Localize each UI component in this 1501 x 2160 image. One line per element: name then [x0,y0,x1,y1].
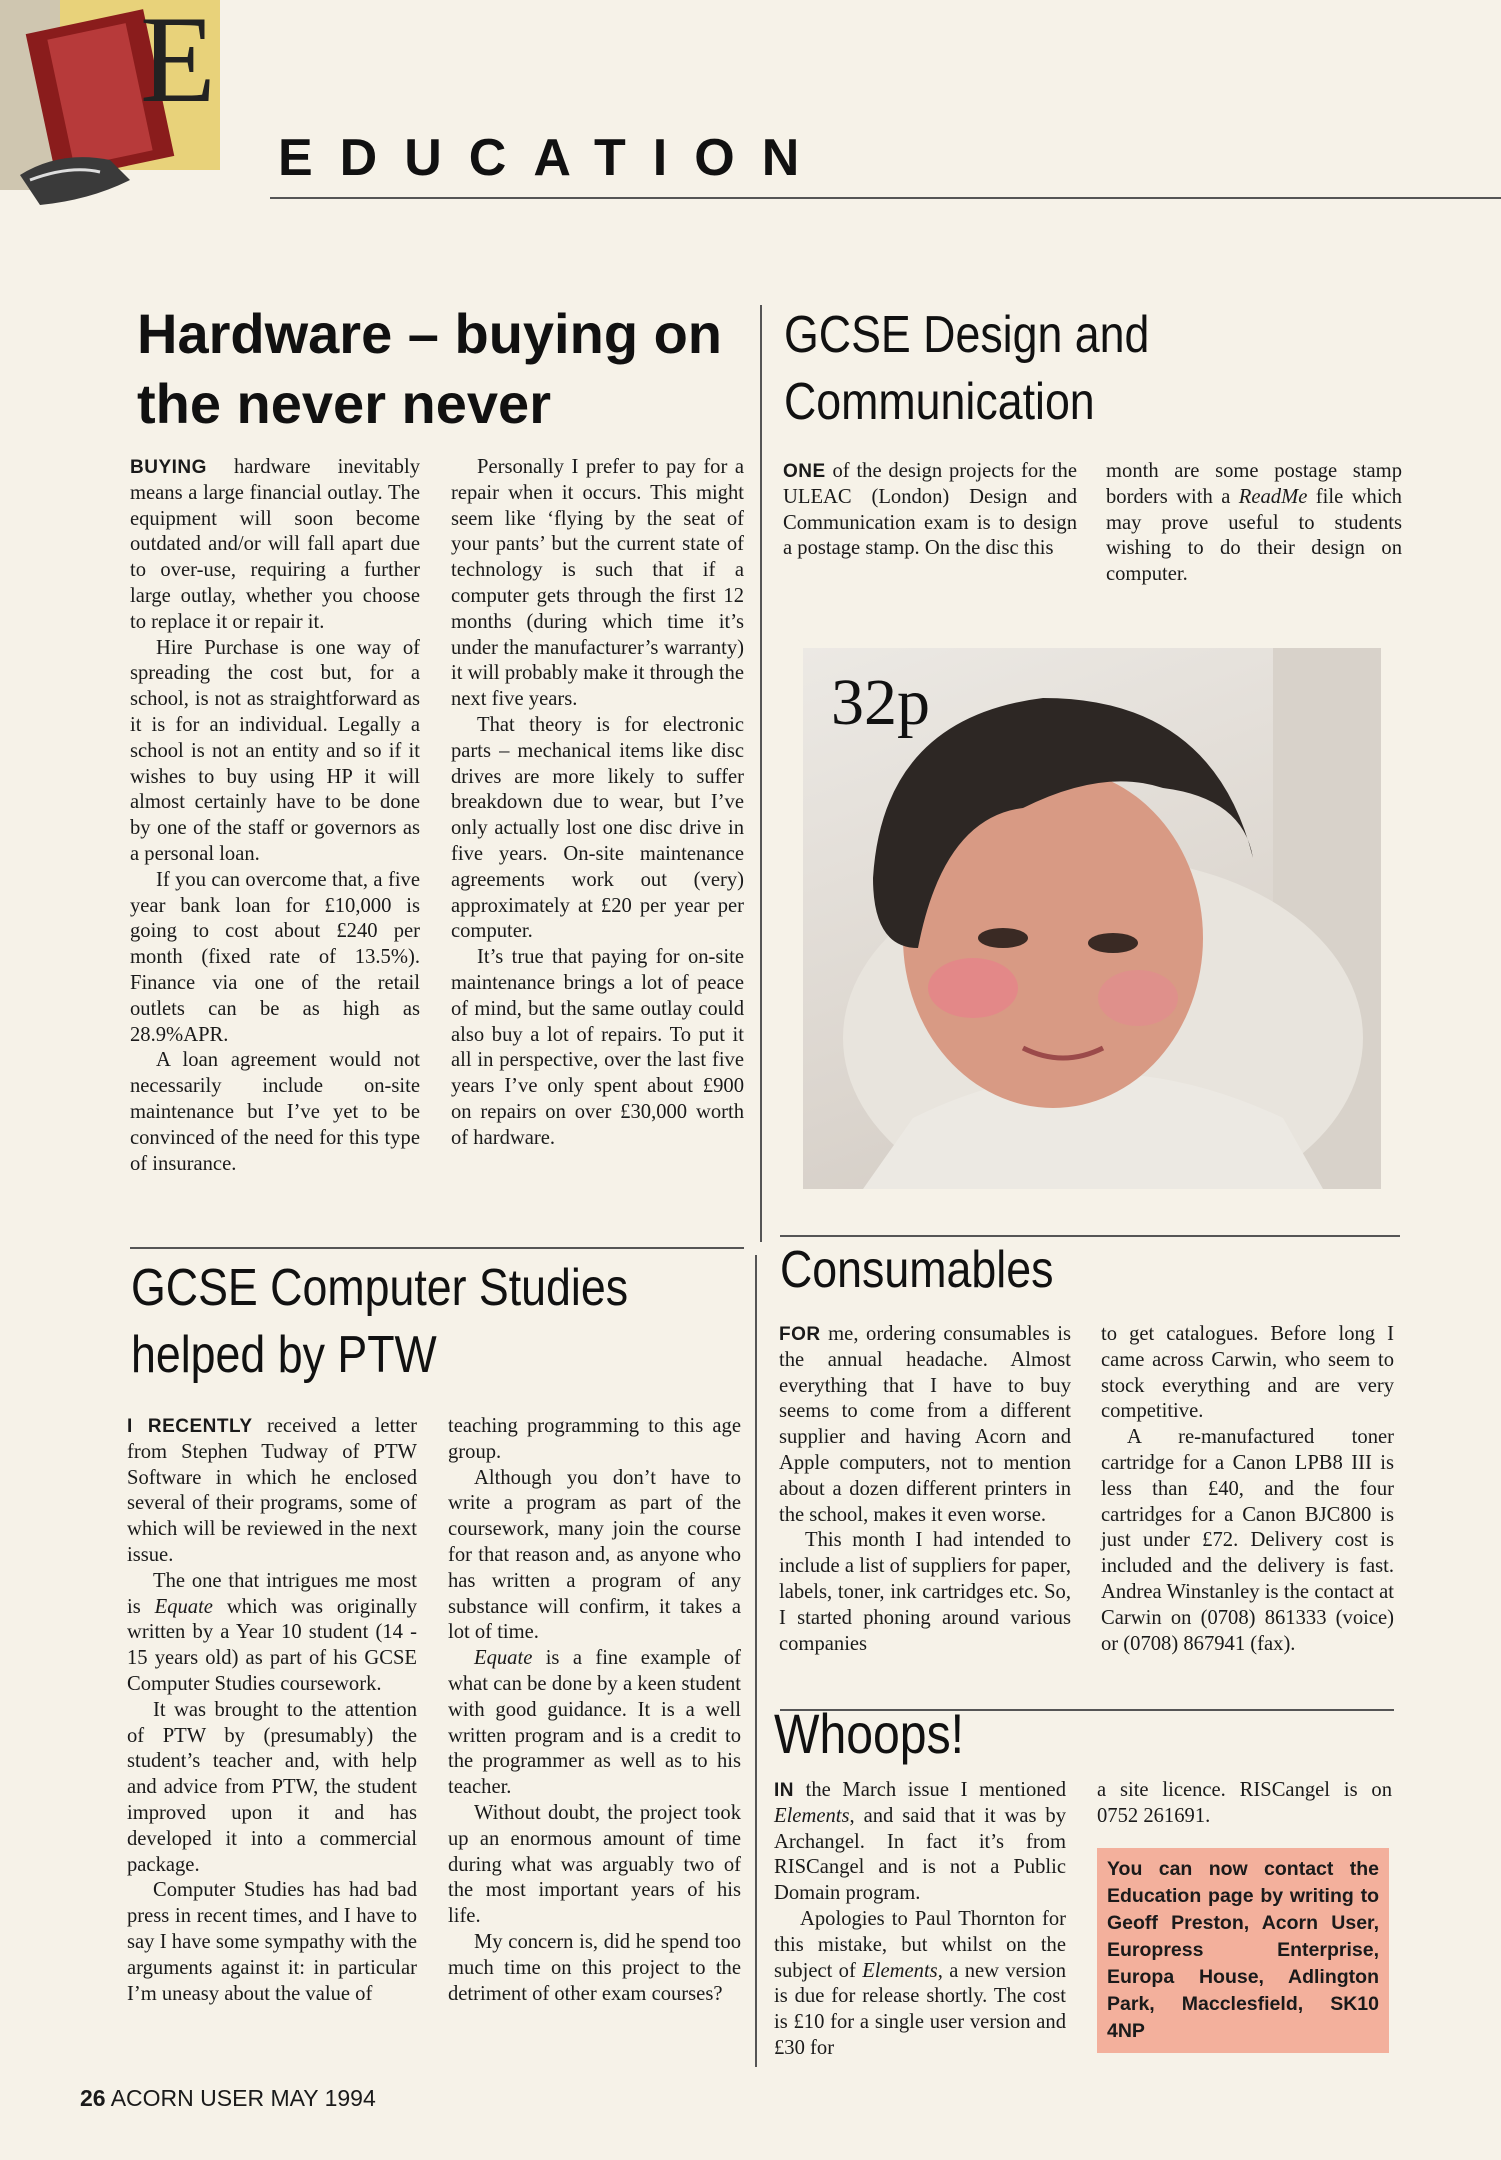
consumables-paragraph: FOR me, ordering consumables is the annual headache. Almost everything that I have to buy seems to come from a different supplier and having Acorn and Apple computers, not to mention about a dozen different printers in the school, makes it even worse. [779,1323,1071,1526]
studies-paragraph: Computer Studies has had bad press in recent times, and I have to say I have some sympathy with the arguments against it: in particular I’m uneasy about the value of [127,1879,417,2005]
whoops-paragraph: IN the March issue I mentioned Elements, and said that it was by Archangel. In fact it’s from RISCangel and is not a Public Domain program. [774,1779,1066,1905]
studies-paragraph: The one that intrigues me most is Equate which was originally written by a Year 10 student (14 - 15 years old) as part of his GCSE Computer Studies coursework. [127,1569,417,1695]
studies-paragraph: teaching programming to this age group. [448,1415,741,1463]
section-title: EDUCATION [278,129,827,187]
hardware-column-2 [451,455,744,1152]
design-column-2 [1106,459,1402,588]
studies-paragraph: Equate is a fine example of what can be done by a keen student with good guidance. It is a well written program and is a credit to the programmer as well as to his teacher. [448,1647,741,1799]
studies-paragraph: Although you don’t have to write a program as part of the coursework, many join the course for that reason and, as anyone who has written a program of any substance will confirm, it takes a lot of time. [448,1466,741,1644]
hardware-paragraph: Hire Purchase is one way of spreading the cost but, for a school, is not as straightforward as it is for an individual. Legally a school is not an entity and so if it wishes to buy using HP it will almost certainly have to be done by one of the staff or governors as a personal loan. [130,636,420,865]
hardware-paragraph: If you can overcome that, a five year bank loan for £10,000 is going to cost about £240 per month (fixed rate of 13.5%). Finance via one of the retail outlets can be as high as 28.9%APR. [130,868,420,1046]
hardware-paragraph: That theory is for electronic parts – mechanical items like disc drives are more likely to suffer breakdown due to wear, but I’ve only actually lost one disc drive in five years. On-site maintenance agreements work out (very) approximately at £20 per year per computer. [451,713,744,943]
stamp-photo [803,648,1381,1189]
consumables-paragraph: to get catalogues. Before long I came across Carwin, who seem to stock everything and are very competitive. [1101,1323,1394,1423]
section-title-rule [270,197,1501,199]
hardware-paragraph: BUYING hardware inevitably means a large financial outlay. The equipment will soon become outdated and/or will fall apart due to over-use, requiring a further large outlay, whether you choose to replace it or repair it. [130,456,420,633]
section-logo [0,0,225,225]
studies-paragraph: It was brought to the attention of PTW by (presumably) the student’s teacher and, with help and advice from PTW, the student improved upon it and has developed it into a commercial package. [127,1698,417,1876]
hardware-paragraph: A loan agreement would not necessarily include on-site maintenance but I’ve yet to be convinced of the need for this type of insurance. [130,1049,420,1175]
hardware-paragraph: It’s true that paying for on-site maintenance brings a lot of peace of mind, but the same outlay could also buy a lot of repairs. To put it all in perspective, over the last five years I’ve only spent about £900 on repairs on over £30,000 worth of hardware. [451,946,744,1149]
column-divider-top [760,305,762,1242]
studies-column-2 [448,1414,741,2007]
publication-name: ACORN USER MAY 1994 [110,2085,376,2111]
contact-box: You can now contact the Education page by writing to Geoff Preston, Acorn User, Europress Enterprise, Europa House, Adlington Park, Macclesfield, SK10 4NP [1097,1848,1389,2053]
studies-paragraph: Without doubt, the project took up an enormous amount of time during what was arguably two of the most important years of his life. [448,1801,741,1928]
design-paragraph: ONE of the design projects for the ULEAC (London) Design and Communication exam is to design a postage stamp. On the disc this [783,460,1077,560]
whoops-paragraph: a site licence. RISCangel is on 0752 261691. [1097,1779,1392,1827]
whoops-column-1 [774,1778,1066,2062]
hardware-column-1 [130,455,420,1177]
consumables-paragraph: A re-manufactured toner cartridge for a Canon LPB8 III is less than £40, and the four cartridges for a Canon BJC800 is just under £72. Delivery cost is included and the delivery is fast. Andrea Winstanley is the contact at Carwin on (0708) 861333 (voice) or (0708) 867941 (fax). [1101,1426,1394,1655]
whoops-paragraph: Apologies to Paul Thornton for this mistake, but whilst on the subject of Elements, a new version is due for release shortly. The cost is £10 for a single user version and £30 for [774,1907,1066,2059]
studies-column-1 [127,1414,417,2007]
drop-letter: E [140,0,216,128]
design-title-line1: GCSE Design and [784,306,1150,364]
hardware-bottom-rule [130,1247,744,1249]
column-divider-bottom [755,1255,757,2067]
studies-title-line1: GCSE Computer Studies [131,1259,629,1317]
stamp-value: 32p [831,666,930,739]
design-paragraph: month are some postage stamp borders with a ReadMe file which may prove useful to students wishing to do their design on computer. [1106,460,1402,586]
studies-paragraph: I RECENTLY received a letter from Stephen Tudway of PTW Software in which he enclosed several of their programs, some of which will be reviewed in the next issue. [127,1415,417,1566]
whoops-title: Whoops! [774,1702,965,1765]
consumables-column-1 [779,1322,1071,1657]
hardware-title-line1: Hardware – buying on [137,302,722,365]
whoops-column-2 [1097,1778,1392,1830]
consumables-paragraph: This month I had intended to include a list of suppliers for paper, labels, toner, ink cartridges etc. So, I started phoning around various companies [779,1529,1071,1655]
hardware-title-line2: the never never [137,372,551,435]
page-footer [80,2084,376,2112]
consumables-column-2 [1101,1322,1394,1657]
studies-paragraph: My concern is, did he spend too much time on this project to the detriment of other exam courses? [448,1930,741,2005]
studies-title-line2: helped by PTW [131,1326,437,1384]
design-column-1 [783,459,1077,562]
design-title-line2: Communication [784,373,1095,431]
design-bottom-rule [780,1235,1400,1237]
page-number: 26 [80,2085,106,2111]
consumables-title: Consumables [780,1241,1054,1299]
hardware-paragraph: Personally I prefer to pay for a repair when it occurs. This might seem like ‘flying by the seat of your pants’ but the current state of technology is such that if a computer gets through the first 12 months (during which time it’s under the manufacturer’s warranty) it will probably make it through the next five years. [451,456,744,711]
